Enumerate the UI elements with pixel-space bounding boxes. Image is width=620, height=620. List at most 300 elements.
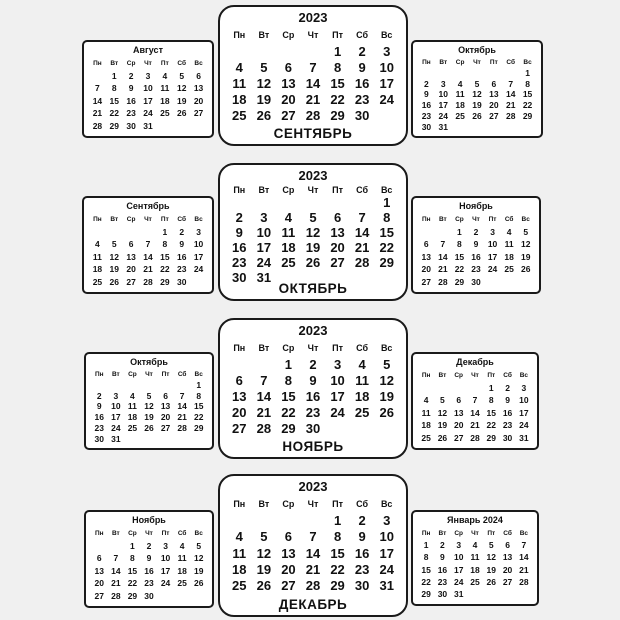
- day-cell: 30: [354, 578, 370, 594]
- weekday-label: Ср: [128, 529, 137, 537]
- day-cell: 21: [177, 412, 187, 423]
- day-cell: 31: [379, 578, 394, 594]
- empty-cell: [91, 380, 108, 391]
- day-cell: 10: [487, 239, 498, 250]
- year-title: 2023: [298, 323, 328, 338]
- weekday-label: Сб: [356, 30, 369, 40]
- day-cell: 27: [193, 108, 204, 119]
- day-cell: 5: [111, 239, 117, 250]
- weekday-label: Пт: [161, 529, 170, 537]
- day-cell: 12: [305, 225, 321, 240]
- day-cell: 25: [281, 255, 296, 270]
- day-cell: 28: [256, 420, 272, 436]
- calendar-nov-2023: [411, 196, 541, 294]
- day-cell: 23: [232, 255, 247, 270]
- weekday-label: Пн: [94, 370, 104, 378]
- day-cell: 6: [456, 395, 462, 406]
- weekday-label: Сб: [503, 371, 512, 379]
- day-cell: 2: [424, 78, 429, 89]
- day-cell: 21: [143, 264, 153, 275]
- day-cell: 7: [358, 210, 366, 225]
- day-cell: 4: [506, 226, 512, 237]
- empty-cell: [174, 380, 191, 391]
- day-cell: 10: [193, 239, 204, 250]
- empty-cell: [227, 195, 252, 210]
- day-cell: 14: [354, 225, 370, 240]
- day-cell: 14: [111, 565, 121, 576]
- day-cell: 12: [256, 545, 272, 561]
- empty-cell: [106, 226, 123, 239]
- empty-cell: [108, 380, 125, 391]
- day-cell: 24: [256, 255, 272, 270]
- day-cell: 30: [176, 276, 187, 287]
- day-cell: 27: [232, 420, 247, 436]
- day-cell: 16: [471, 251, 481, 262]
- empty-cell: [123, 226, 140, 239]
- weekday-label: Пт: [332, 343, 343, 353]
- day-cell: 13: [193, 83, 204, 94]
- empty-cell: [91, 540, 108, 553]
- calendar-sep-2023: [218, 5, 408, 146]
- day-cell: 27: [281, 578, 296, 594]
- day-cell: 28: [354, 255, 370, 270]
- day-cell: 1: [457, 226, 462, 237]
- day-cell: 9: [96, 401, 102, 412]
- day-cell: 11: [470, 552, 480, 563]
- day-cell: 31: [111, 433, 121, 444]
- day-cell: 6: [128, 239, 134, 250]
- day-cell: 18: [92, 264, 103, 275]
- day-cell: 4: [472, 540, 478, 551]
- month-title: Август: [133, 45, 163, 55]
- weekday-label: Вт: [438, 529, 447, 537]
- day-cell: 29: [109, 120, 119, 131]
- day-cell: 23: [471, 264, 481, 275]
- day-cell: 10: [519, 395, 529, 406]
- day-cell: 14: [256, 388, 272, 404]
- day-cell: 2: [505, 382, 510, 393]
- empty-cell: [467, 382, 483, 395]
- day-cell: 15: [379, 225, 394, 240]
- day-cell: 8: [333, 59, 342, 75]
- empty-cell: [89, 70, 106, 83]
- day-cell: 4: [457, 78, 463, 89]
- month-title: Октябрь: [130, 357, 168, 367]
- day-cell: 13: [502, 552, 513, 563]
- calendar-grid: [227, 185, 399, 285]
- day-cell: 9: [309, 372, 317, 388]
- day-cell: 3: [521, 382, 527, 393]
- day-cell: 17: [111, 412, 121, 423]
- day-cell: 23: [126, 108, 136, 119]
- empty-cell: [452, 68, 469, 79]
- weekday-label: Сб: [177, 215, 187, 223]
- weekday-label: Чт: [307, 185, 319, 195]
- day-cell: 26: [193, 578, 204, 589]
- day-cell: 10: [379, 59, 394, 75]
- day-cell: 25: [160, 108, 170, 119]
- day-cell: 23: [354, 561, 370, 577]
- day-cell: 20: [160, 412, 171, 423]
- day-cell: 11: [92, 251, 102, 262]
- day-cell: 9: [235, 225, 243, 240]
- day-cell: 1: [196, 380, 202, 391]
- day-cell: 1: [130, 540, 135, 551]
- calendar-jan-2024: [411, 510, 539, 606]
- day-cell: 26: [472, 110, 482, 121]
- empty-cell: [434, 382, 450, 395]
- day-cell: 21: [505, 100, 516, 111]
- weekday-label: Вс: [194, 215, 203, 223]
- day-cell: 20: [453, 420, 464, 431]
- empty-cell: [485, 68, 502, 79]
- calendar-grid: [91, 369, 207, 444]
- day-cell: 10: [453, 552, 464, 563]
- weekday-label: Пт: [487, 529, 496, 537]
- weekday-label: Сб: [356, 499, 369, 510]
- day-cell: 30: [502, 432, 513, 443]
- day-cell: 8: [333, 529, 342, 545]
- day-cell: 22: [379, 240, 394, 255]
- weekday-label: Пт: [160, 59, 169, 67]
- day-cell: 10: [111, 401, 121, 412]
- day-cell: 13: [453, 407, 464, 418]
- day-cell: 11: [177, 553, 187, 564]
- weekday-label: Сб: [503, 529, 512, 537]
- day-cell: 20: [193, 95, 204, 106]
- day-cell: 4: [235, 529, 243, 545]
- day-cell: 8: [111, 83, 117, 94]
- empty-cell: [252, 512, 277, 528]
- weekday-label: Пн: [421, 215, 431, 223]
- day-cell: 19: [176, 95, 187, 106]
- day-cell: 6: [423, 239, 429, 250]
- day-cell: 26: [520, 264, 531, 275]
- day-cell: 1: [383, 195, 391, 210]
- day-cell: 30: [471, 276, 481, 287]
- day-cell: 5: [474, 78, 480, 89]
- day-cell: 7: [309, 59, 317, 75]
- day-cell: 8: [130, 553, 135, 564]
- day-cell: 12: [256, 75, 272, 91]
- day-cell: 2: [146, 540, 152, 551]
- day-cell: 9: [358, 59, 366, 75]
- day-cell: 9: [179, 239, 185, 250]
- day-cell: 15: [421, 564, 431, 575]
- day-cell: 25: [455, 110, 465, 121]
- day-cell: 23: [305, 404, 321, 420]
- weekday-label: Пн: [421, 529, 431, 537]
- day-cell: 9: [440, 552, 445, 563]
- day-cell: 7: [95, 83, 100, 94]
- day-cell: 28: [470, 432, 480, 443]
- weekday-label: Ср: [454, 371, 464, 379]
- day-cell: 25: [177, 578, 187, 589]
- day-cell: 25: [470, 576, 480, 587]
- day-cell: 17: [379, 545, 394, 561]
- weekday-label: Вт: [110, 215, 119, 223]
- day-cell: 16: [176, 251, 187, 262]
- day-cell: 5: [440, 395, 445, 406]
- day-cell: 1: [488, 382, 494, 393]
- day-cell: 25: [504, 264, 514, 275]
- day-cell: 5: [260, 59, 268, 75]
- weekday-label: Пт: [332, 499, 343, 510]
- day-cell: 27: [502, 576, 513, 587]
- weekday-label: Чт: [472, 215, 480, 223]
- day-cell: 16: [421, 100, 432, 111]
- day-cell: 20: [489, 100, 499, 111]
- day-cell: 13: [126, 251, 136, 262]
- weekday-label: Ср: [282, 30, 295, 40]
- calendar-grid: [418, 369, 532, 444]
- weekday-label: Ср: [454, 529, 464, 537]
- day-cell: 24: [438, 110, 448, 121]
- day-cell: 16: [502, 407, 513, 418]
- day-cell: 24: [193, 264, 204, 275]
- day-cell: 1: [423, 540, 429, 551]
- day-cell: 27: [421, 276, 432, 287]
- day-cell: 6: [96, 553, 102, 564]
- day-cell: 2: [179, 226, 185, 237]
- day-cell: 13: [281, 75, 296, 91]
- day-cell: 15: [330, 545, 345, 561]
- day-cell: 14: [438, 251, 448, 262]
- day-cell: 6: [163, 390, 168, 401]
- day-cell: 22: [127, 578, 138, 589]
- weekday-label: Чт: [307, 343, 319, 353]
- day-cell: 17: [193, 251, 204, 262]
- day-cell: 24: [519, 420, 529, 431]
- weekday-label: Вс: [519, 371, 528, 379]
- weekday-label: Пт: [161, 370, 170, 378]
- day-cell: 2: [358, 512, 366, 528]
- weekday-label: Чт: [144, 215, 152, 223]
- weekday-label: Ср: [128, 370, 137, 378]
- weekday-label: Чт: [145, 529, 153, 537]
- calendar-grid: [89, 57, 207, 132]
- day-cell: 16: [305, 388, 321, 404]
- day-cell: 28: [143, 276, 153, 287]
- day-cell: 8: [525, 78, 530, 89]
- day-cell: 21: [256, 404, 272, 420]
- weekday-label: Чт: [471, 529, 479, 537]
- empty-cell: [276, 512, 301, 528]
- weekday-label: Вт: [438, 215, 447, 223]
- day-cell: 26: [305, 255, 321, 270]
- weekday-label: Сб: [506, 58, 516, 66]
- day-cell: 20: [126, 264, 136, 275]
- day-cell: 12: [520, 239, 531, 250]
- day-cell: 3: [383, 43, 391, 59]
- day-cell: 24: [160, 578, 171, 589]
- day-cell: 19: [437, 420, 448, 431]
- day-cell: 22: [486, 420, 497, 431]
- weekday-label: Пт: [487, 371, 496, 379]
- day-cell: 25: [232, 107, 247, 123]
- day-cell: 8: [383, 210, 391, 225]
- day-cell: 5: [179, 70, 185, 81]
- day-cell: 27: [281, 107, 296, 123]
- day-cell: 23: [421, 110, 432, 121]
- day-cell: 22: [330, 91, 345, 107]
- day-cell: 7: [113, 553, 119, 564]
- calendar-nov-2023: [84, 510, 214, 608]
- weekday-label: Ср: [282, 499, 295, 510]
- day-cell: 11: [504, 239, 514, 250]
- empty-cell: [451, 382, 467, 395]
- day-cell: 2: [96, 390, 102, 401]
- empty-cell: [227, 356, 252, 372]
- day-cell: 4: [130, 390, 135, 401]
- day-cell: 19: [193, 565, 204, 576]
- day-cell: 25: [354, 404, 370, 420]
- day-cell: 31: [143, 120, 153, 131]
- day-cell: 30: [421, 121, 432, 132]
- weekday-label: Сб: [504, 215, 514, 223]
- day-cell: 20: [502, 564, 513, 575]
- day-cell: 14: [505, 89, 516, 100]
- day-cell: 13: [94, 565, 105, 576]
- day-cell: 5: [523, 226, 529, 237]
- day-cell: 7: [472, 395, 478, 406]
- day-cell: 17: [379, 75, 394, 91]
- day-cell: 13: [330, 225, 345, 240]
- empty-cell: [350, 195, 375, 210]
- day-cell: 17: [487, 251, 498, 262]
- day-cell: 3: [333, 356, 342, 372]
- day-cell: 22: [522, 100, 533, 111]
- weekday-label: Ср: [282, 185, 295, 195]
- day-cell: 26: [256, 578, 272, 594]
- month-title: Октябрь: [458, 45, 496, 55]
- day-cell: 30: [94, 433, 105, 444]
- day-cell: 26: [256, 107, 272, 123]
- day-cell: 21: [305, 561, 321, 577]
- day-cell: 6: [333, 210, 342, 225]
- weekday-label: Вс: [523, 58, 532, 66]
- day-cell: 13: [160, 401, 171, 412]
- day-cell: 21: [305, 91, 321, 107]
- day-cell: 12: [437, 407, 448, 418]
- calendar-grid: [418, 57, 536, 132]
- day-cell: 3: [440, 78, 446, 89]
- day-cell: 8: [162, 239, 168, 250]
- day-cell: 23: [354, 91, 370, 107]
- empty-cell: [227, 512, 252, 528]
- weekday-label: Пн: [94, 529, 104, 537]
- empty-cell: [418, 382, 434, 395]
- day-cell: 5: [146, 390, 152, 401]
- weekday-label: Вс: [380, 30, 393, 40]
- day-cell: 9: [128, 83, 134, 94]
- day-cell: 18: [232, 561, 247, 577]
- day-cell: 1: [284, 356, 293, 372]
- empty-cell: [301, 43, 326, 59]
- day-cell: 29: [160, 276, 170, 287]
- day-cell: 29: [330, 578, 345, 594]
- day-cell: 19: [305, 240, 321, 255]
- day-cell: 30: [232, 270, 247, 285]
- day-cell: 7: [179, 390, 185, 401]
- day-cell: 2: [235, 210, 243, 225]
- day-cell: 13: [421, 251, 432, 262]
- day-cell: 8: [284, 372, 293, 388]
- day-cell: 28: [519, 576, 529, 587]
- day-cell: 23: [502, 420, 513, 431]
- day-cell: 4: [358, 356, 366, 372]
- empty-cell: [418, 226, 435, 239]
- day-cell: 11: [232, 545, 247, 561]
- year-title: 2023: [298, 168, 328, 183]
- calendar-oct-2023: [84, 352, 214, 450]
- weekday-label: Вс: [519, 529, 528, 537]
- weekday-label: Вт: [439, 58, 448, 66]
- day-cell: 24: [143, 108, 153, 119]
- day-cell: 9: [473, 239, 479, 250]
- day-cell: 31: [453, 588, 464, 599]
- calendar-nov-2023: [218, 318, 408, 459]
- day-cell: 19: [379, 388, 394, 404]
- day-cell: 13: [232, 388, 247, 404]
- weekday-label: Пн: [93, 59, 102, 67]
- weekday-label: Вт: [258, 30, 270, 40]
- day-cell: 2: [440, 540, 445, 551]
- day-cell: 18: [455, 100, 465, 111]
- day-cell: 17: [330, 388, 345, 404]
- day-cell: 4: [235, 59, 243, 75]
- day-cell: 17: [453, 564, 464, 575]
- day-cell: 30: [437, 588, 448, 599]
- month-title: СЕНТЯБРЬ: [273, 126, 353, 141]
- weekday-label: Сб: [177, 529, 187, 537]
- day-cell: 19: [109, 264, 119, 275]
- month-title: НОЯБРЬ: [282, 439, 344, 454]
- day-cell: 24: [330, 404, 345, 420]
- weekday-label: Вт: [111, 529, 120, 537]
- day-cell: 5: [196, 540, 202, 551]
- day-cell: 16: [437, 564, 448, 575]
- day-cell: 7: [508, 78, 514, 89]
- day-cell: 19: [256, 561, 272, 577]
- day-cell: 20: [281, 91, 296, 107]
- day-cell: 11: [160, 83, 170, 94]
- day-cell: 4: [95, 239, 100, 250]
- day-cell: 3: [113, 390, 119, 401]
- day-cell: 15: [160, 251, 170, 262]
- day-cell: 22: [421, 576, 431, 587]
- day-cell: 21: [92, 108, 103, 119]
- weekday-label: Чт: [307, 30, 319, 40]
- day-cell: 13: [281, 545, 296, 561]
- day-cell: 24: [453, 576, 464, 587]
- day-cell: 19: [486, 564, 497, 575]
- calendar-aug-2023: [82, 40, 214, 138]
- weekday-label: Вт: [111, 370, 120, 378]
- day-cell: 22: [160, 264, 170, 275]
- weekday-label: Вт: [110, 59, 119, 67]
- day-cell: 30: [126, 120, 136, 131]
- day-cell: 26: [176, 108, 187, 119]
- day-cell: 27: [160, 422, 171, 433]
- day-cell: 29: [281, 420, 296, 436]
- day-cell: 4: [162, 70, 168, 81]
- day-cell: 9: [424, 89, 429, 100]
- month-title: Ноябрь: [459, 201, 493, 211]
- empty-cell: [124, 380, 141, 391]
- day-cell: 15: [193, 401, 204, 412]
- weekday-label: Пн: [233, 343, 246, 353]
